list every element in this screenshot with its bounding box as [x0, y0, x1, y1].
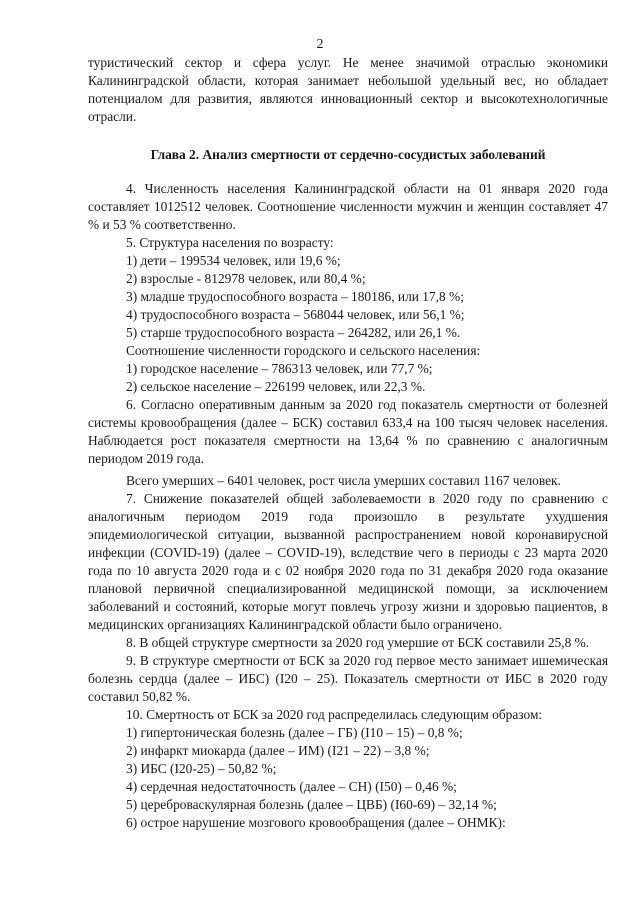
ratio-title: Соотношение численности городского и сельского населения: — [126, 343, 481, 358]
page-number: 2 — [316, 37, 324, 52]
chapter-heading: Глава 2. Анализ смертности от сердечно-сосудистых заболеваний — [150, 147, 546, 162]
ratio-item: 2) сельское население – 226199 человек, или 22,3 %. — [126, 379, 426, 394]
age-item: 3) младше трудоспособного возраста – 180186, или 17,8 %; — [126, 289, 464, 304]
paragraph-9: 9. В структуре смертности от БСК за 2020 год первое место занимает ишемическая болезнь сердца (далее – ИБС) (I20 – 25). Показатель смертности от ИБС в 2020 году составил 50,82 %. — [88, 653, 608, 704]
paragraph-5-title: 5. Структура населения по возрасту: — [126, 235, 334, 250]
mortality-item: 3) ИБС (I20-25) – 50,82 %; — [126, 761, 277, 776]
paragraph-8: 8. В общей структуре смертности за 2020 год умершие от БСК составили 25,8 %. — [126, 635, 590, 650]
paragraph-4: 4. Численность населения Калининградской области на 01 января 2020 года составляет 1012512 человек. Соотношение численности мужчин и женщин составляет 47 % и 53 % соответственно. — [88, 181, 608, 232]
mortality-item: 4) сердечная недостаточность (далее – СН) (I50) – 0,46 %; — [126, 779, 457, 794]
mortality-item: 5) цереброваскулярная болезнь (далее – ЦВБ) (I60-69) – 32,14 %; — [126, 797, 497, 812]
age-item: 2) взрослые - 812978 человек, или 80,4 %; — [126, 271, 366, 286]
age-item: 1) дети – 199534 человек, или 19,6 %; — [126, 253, 341, 268]
mortality-item: 1) гипертоническая болезнь (далее – ГБ) (I10 – 15) – 0,8 %; — [126, 725, 463, 740]
paragraph-6: 6. Согласно оперативным данным за 2020 год показатель смертности от болезней системы кровообращения (далее – БСК) составил 633,4 на 100 тысяч человек населения. Наблюдается рост показателя смертности на 13,64 % по сравнению с аналогичным периодом 2019 года. — [88, 397, 608, 466]
ratio-item: 1) городское население – 786313 человек, или 77,7 %; — [126, 361, 433, 376]
age-item: 4) трудоспособного возраста – 568044 человек, или 56,1 %; — [126, 307, 465, 322]
paragraph-10-title: 10. Смертность от БСК за 2020 год распределилась следующим образом: — [126, 707, 543, 722]
paragraph-6b: Всего умерших – 6401 человек, рост числа умерших составил 1167 человек. — [126, 473, 561, 488]
document-body — [88, 54, 608, 832]
mortality-item: 2) инфаркт миокарда (далее – ИМ) (I21 – 22) – 3,8 %; — [126, 743, 430, 758]
paragraph-7: 7. Снижение показателей общей заболеваемости в 2020 году по сравнению с аналогичным периодом 2019 года произошло в результате ухудшения эпидемиологической ситуации, вызванной распространением новой коронавирусной инфекции (COVID-19) (далее – COVID-19), вследствие чего в периоды с 23 марта 2020 года по 10 августа 2020 года и с 02 ноября 2020 года по 31 декабря 2020 года оказание плановой первичной специализированной медицинской помощи, за исключением заболеваний и состояний, которые могут повлечь угрозу жизни и здоровью пациентов, в медицинских организациях Калининградской области было ограничено. — [88, 491, 608, 632]
intro-paragraph: туристический сектор и сфера услуг. Не менее значимой отраслью экономики Калининградской области, которая занимает небольшой удельный вес, но обладает потенциалом для развития, являются инновационный сектор и высокотехнологичные отрасли. — [88, 55, 608, 124]
age-item: 5) старше трудоспособного возраста – 264282, или 26,1 %. — [126, 325, 461, 340]
mortality-item: 6) острое нарушение мозгового кровообращения (далее – ОНМК): — [126, 815, 506, 830]
